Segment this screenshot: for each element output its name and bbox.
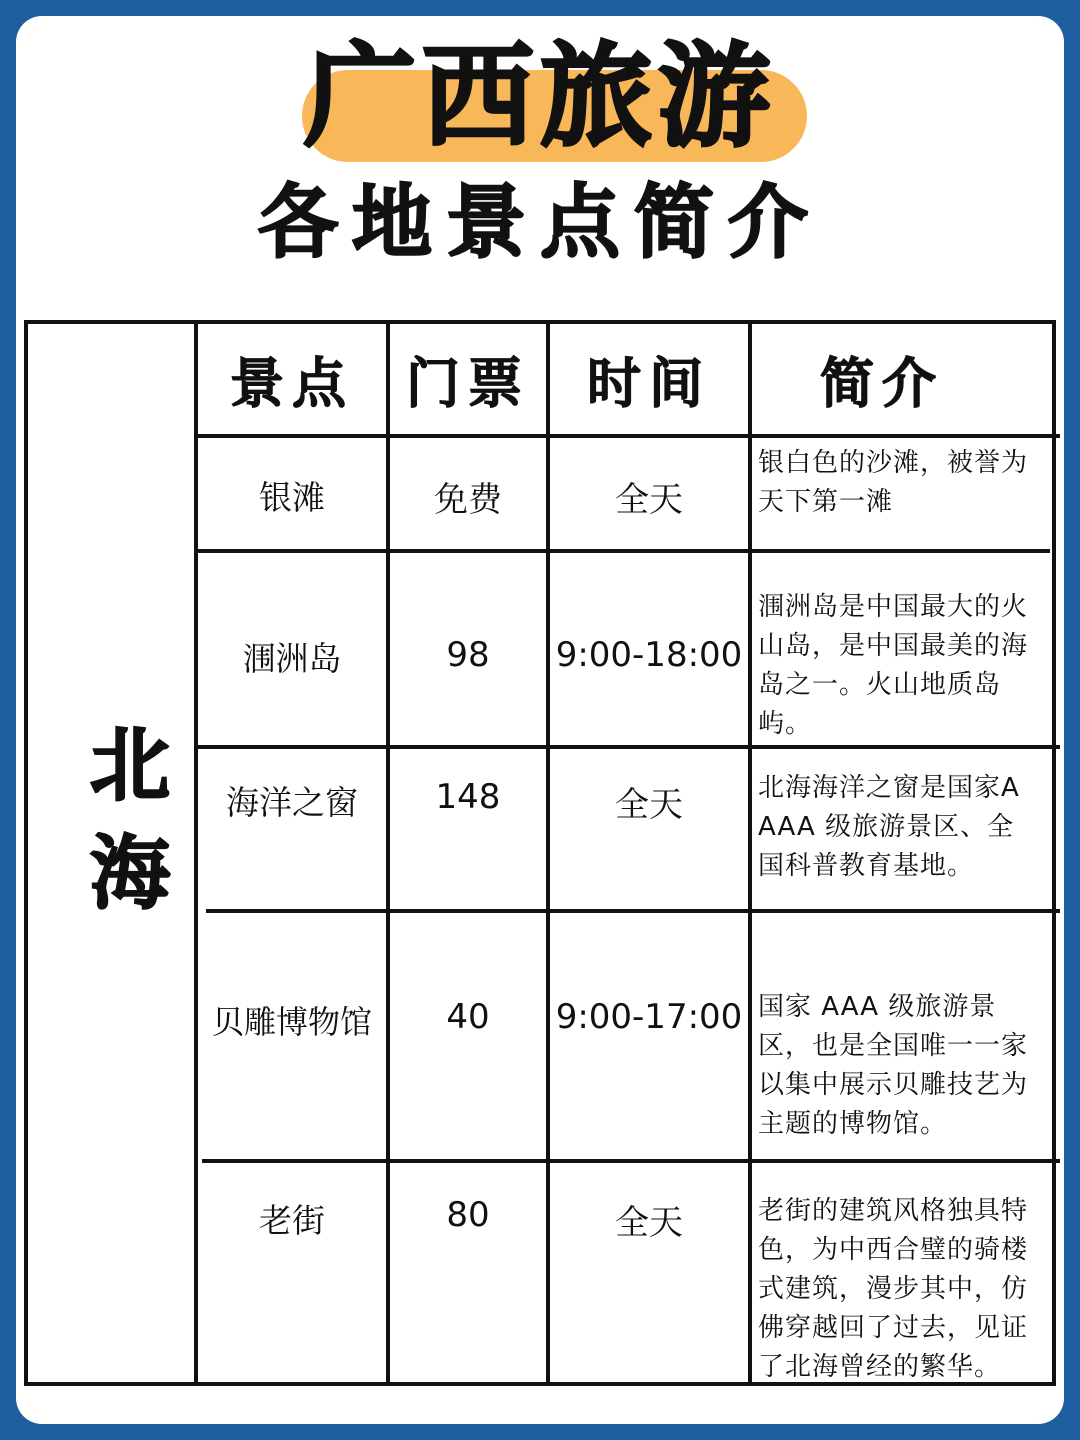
row2-name: 涠洲岛	[242, 639, 342, 678]
row4-desc: 国家 AAA 级旅游景区，也是全国唯一一家以集中展示贝雕技艺为主题的博物馆。	[758, 992, 1029, 1139]
city-line-1: 北	[90, 719, 170, 812]
page-subtitle: 各地景点简介	[258, 176, 822, 269]
row4-ticket: 40	[446, 997, 490, 1037]
row2-desc: 涠洲岛是中国最大的火山岛，是中国最美的海岛之一。火山地质岛屿。	[758, 592, 1029, 739]
row5-name: 老街	[259, 1201, 325, 1240]
city-label	[80, 712, 180, 928]
header-time: 时间	[587, 351, 711, 415]
page-title: 广西旅游	[304, 32, 776, 162]
row1-name: 银滩	[259, 478, 325, 517]
row5-desc: 老街的建筑风格独具特色，为中西合璧的骑楼式建筑，漫步其中，仿佛穿越回了过去，见证了北海曾经的繁华。	[758, 1196, 1029, 1382]
row1-ticket: 免费	[434, 480, 502, 520]
divider-time	[748, 324, 752, 1386]
header-ticket: 门票	[406, 351, 530, 415]
row4-time: 9:00-17:00	[555, 997, 743, 1037]
header-attraction: 景点	[230, 351, 354, 415]
row3-time: 全天	[615, 785, 683, 825]
city-line-2: 海	[90, 827, 170, 920]
row3-desc: 北海海洋之窗是国家AAAA 级旅游景区、全国科普教育基地。	[758, 773, 1020, 881]
row1-time: 全天	[615, 480, 683, 520]
row1-desc: 银白色的沙滩，被誉为天下第一滩	[758, 448, 1029, 517]
header-intro: 简介	[820, 351, 944, 415]
row2-ticket: 98	[446, 635, 490, 675]
row4-name: 贝雕博物馆	[211, 1003, 372, 1041]
row5-ticket: 80	[446, 1195, 490, 1235]
row3-name: 海洋之窗	[226, 783, 358, 822]
row5-time: 全天	[615, 1203, 683, 1243]
row3-ticket: 148	[435, 777, 501, 817]
row2-time: 9:00-18:00	[555, 635, 743, 675]
